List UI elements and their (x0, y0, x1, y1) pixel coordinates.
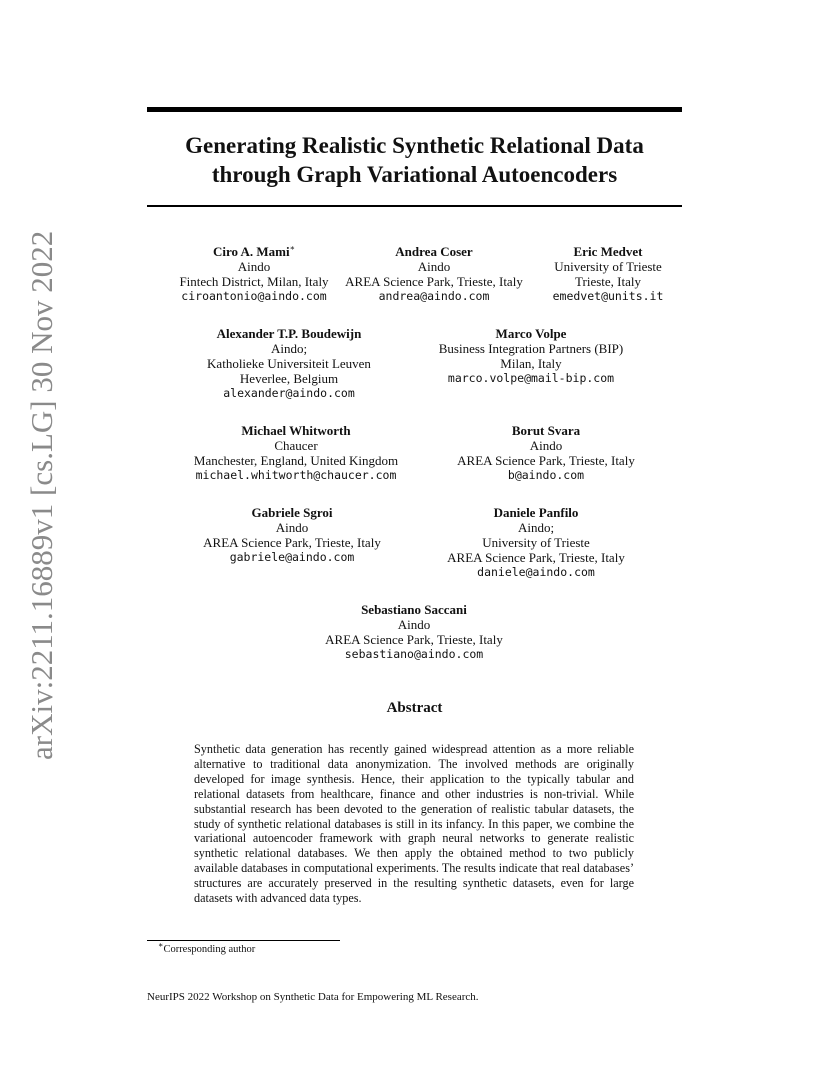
author-email: b@aindo.com (507, 468, 585, 482)
author-block (440, 505, 632, 580)
author-affiliation: Katholieke Universiteit Leuven (207, 356, 371, 371)
author-block (318, 602, 510, 662)
author-affiliation: AREA Science Park, Trieste, Italy (325, 632, 503, 647)
author-block (450, 423, 642, 483)
author-affiliation: Fintech District, Milan, Italy (179, 274, 329, 289)
author-name: Eric Medvet (573, 244, 643, 259)
author-name: Marco Volpe (495, 326, 567, 341)
author-email: daniele@aindo.com (477, 565, 595, 579)
author-affiliation: Aindo (529, 438, 563, 453)
author-affiliation: Aindo (275, 520, 309, 535)
author-email: marco.volpe@mail-bip.com (447, 371, 615, 385)
author-affiliation: Milan, Italy (500, 356, 562, 371)
author-name: Alexander T.P. Boudewijn (216, 326, 362, 341)
author-email: michael.whitworth@chaucer.com (195, 468, 397, 482)
author-name: Borut Svara (511, 423, 581, 438)
author-block (196, 505, 388, 565)
author-name: Ciro A. Mami (212, 244, 290, 259)
author-affiliation: Business Integration Partners (BIP) (438, 341, 624, 356)
author-affiliation: Aindo (397, 617, 431, 632)
author-block (186, 423, 406, 483)
author-email: gabriele@aindo.com (229, 550, 355, 564)
author-affiliation: AREA Science Park, Trieste, Italy (345, 274, 523, 289)
author-block (546, 244, 670, 304)
author-block (430, 326, 632, 386)
author-affiliation: Aindo (237, 259, 271, 274)
author-name: Gabriele Sgroi (251, 505, 333, 520)
author-email: andrea@aindo.com (378, 289, 490, 303)
author-affiliation: AREA Science Park, Trieste, Italy (203, 535, 381, 550)
footnote-rule (147, 940, 340, 941)
author-block (196, 326, 382, 401)
author-email: sebastiano@aindo.com (344, 647, 484, 661)
footnote-mark: ∗ (158, 940, 164, 950)
author-affiliation: University of Trieste (554, 259, 662, 274)
author-name: Daniele Panfilo (493, 505, 579, 520)
paper-title (147, 131, 682, 189)
author-affiliation: Chaucer (274, 438, 318, 453)
author-affiliation: Trieste, Italy (575, 274, 641, 289)
author-affiliation: AREA Science Park, Trieste, Italy (457, 453, 635, 468)
corresponding-mark: ∗ (289, 243, 296, 253)
author-block (164, 244, 344, 304)
author-email: emedvet@units.it (552, 289, 664, 303)
author-name: Sebastiano Saccani (361, 602, 467, 617)
footnote (158, 940, 256, 955)
author-affiliation: Aindo; (517, 520, 555, 535)
title-bottom-rule (147, 205, 682, 207)
title-top-rule (147, 107, 682, 112)
title-line-2: through Graph Variational Autoencoders (211, 162, 618, 187)
title-line-1: Generating Realistic Synthetic Relational Data (185, 133, 644, 158)
author-affiliation: Manchester, England, United Kingdom (193, 453, 399, 468)
author-email: ciroantonio@aindo.com (181, 289, 327, 303)
author-affiliation: University of Trieste (482, 535, 590, 550)
author-affiliation: Aindo (417, 259, 451, 274)
author-name: Michael Whitworth (241, 423, 351, 438)
abstract-heading: Abstract (386, 700, 443, 716)
author-email: alexander@aindo.com (223, 386, 355, 400)
author-block (338, 244, 530, 304)
venue-note: NeurIPS 2022 Workshop on Synthetic Data for Empowering ML Research. (147, 991, 479, 1003)
arxiv-side-label: arXiv:2211.16889v1 [cs.LG] 30 Nov 2022 (24, 230, 59, 760)
author-affiliation: AREA Science Park, Trieste, Italy (447, 550, 625, 565)
footnote-text: Corresponding author (163, 944, 256, 955)
author-affiliation: Heverlee, Belgium (239, 371, 339, 386)
abstract-text: Synthetic data generation has recently gained widespread attention as a more reliable alternative to traditional data anonymization. The involved methods are originally developed for image synthesis. Hence, their application to the typically tabular and relational datasets from healthcare, finance and other industries is non-trivial. While substantial research has been devoted to the generation of realistic tabular datasets, the study of synthetic relational databases is still in its infancy. In this paper, we combine the variational autoencoder framework with graph neural networks to generate realistic synthetic relational databases. We then apply the obtained method to two publicly available databases in computational experiments. The results indicate that real databases’ structures are accurately preserved in the resulting synthetic datasets, even for large datasets with advanced data types. (194, 742, 634, 906)
author-affiliation: Aindo; (270, 341, 308, 356)
author-name: Andrea Coser (395, 244, 473, 259)
